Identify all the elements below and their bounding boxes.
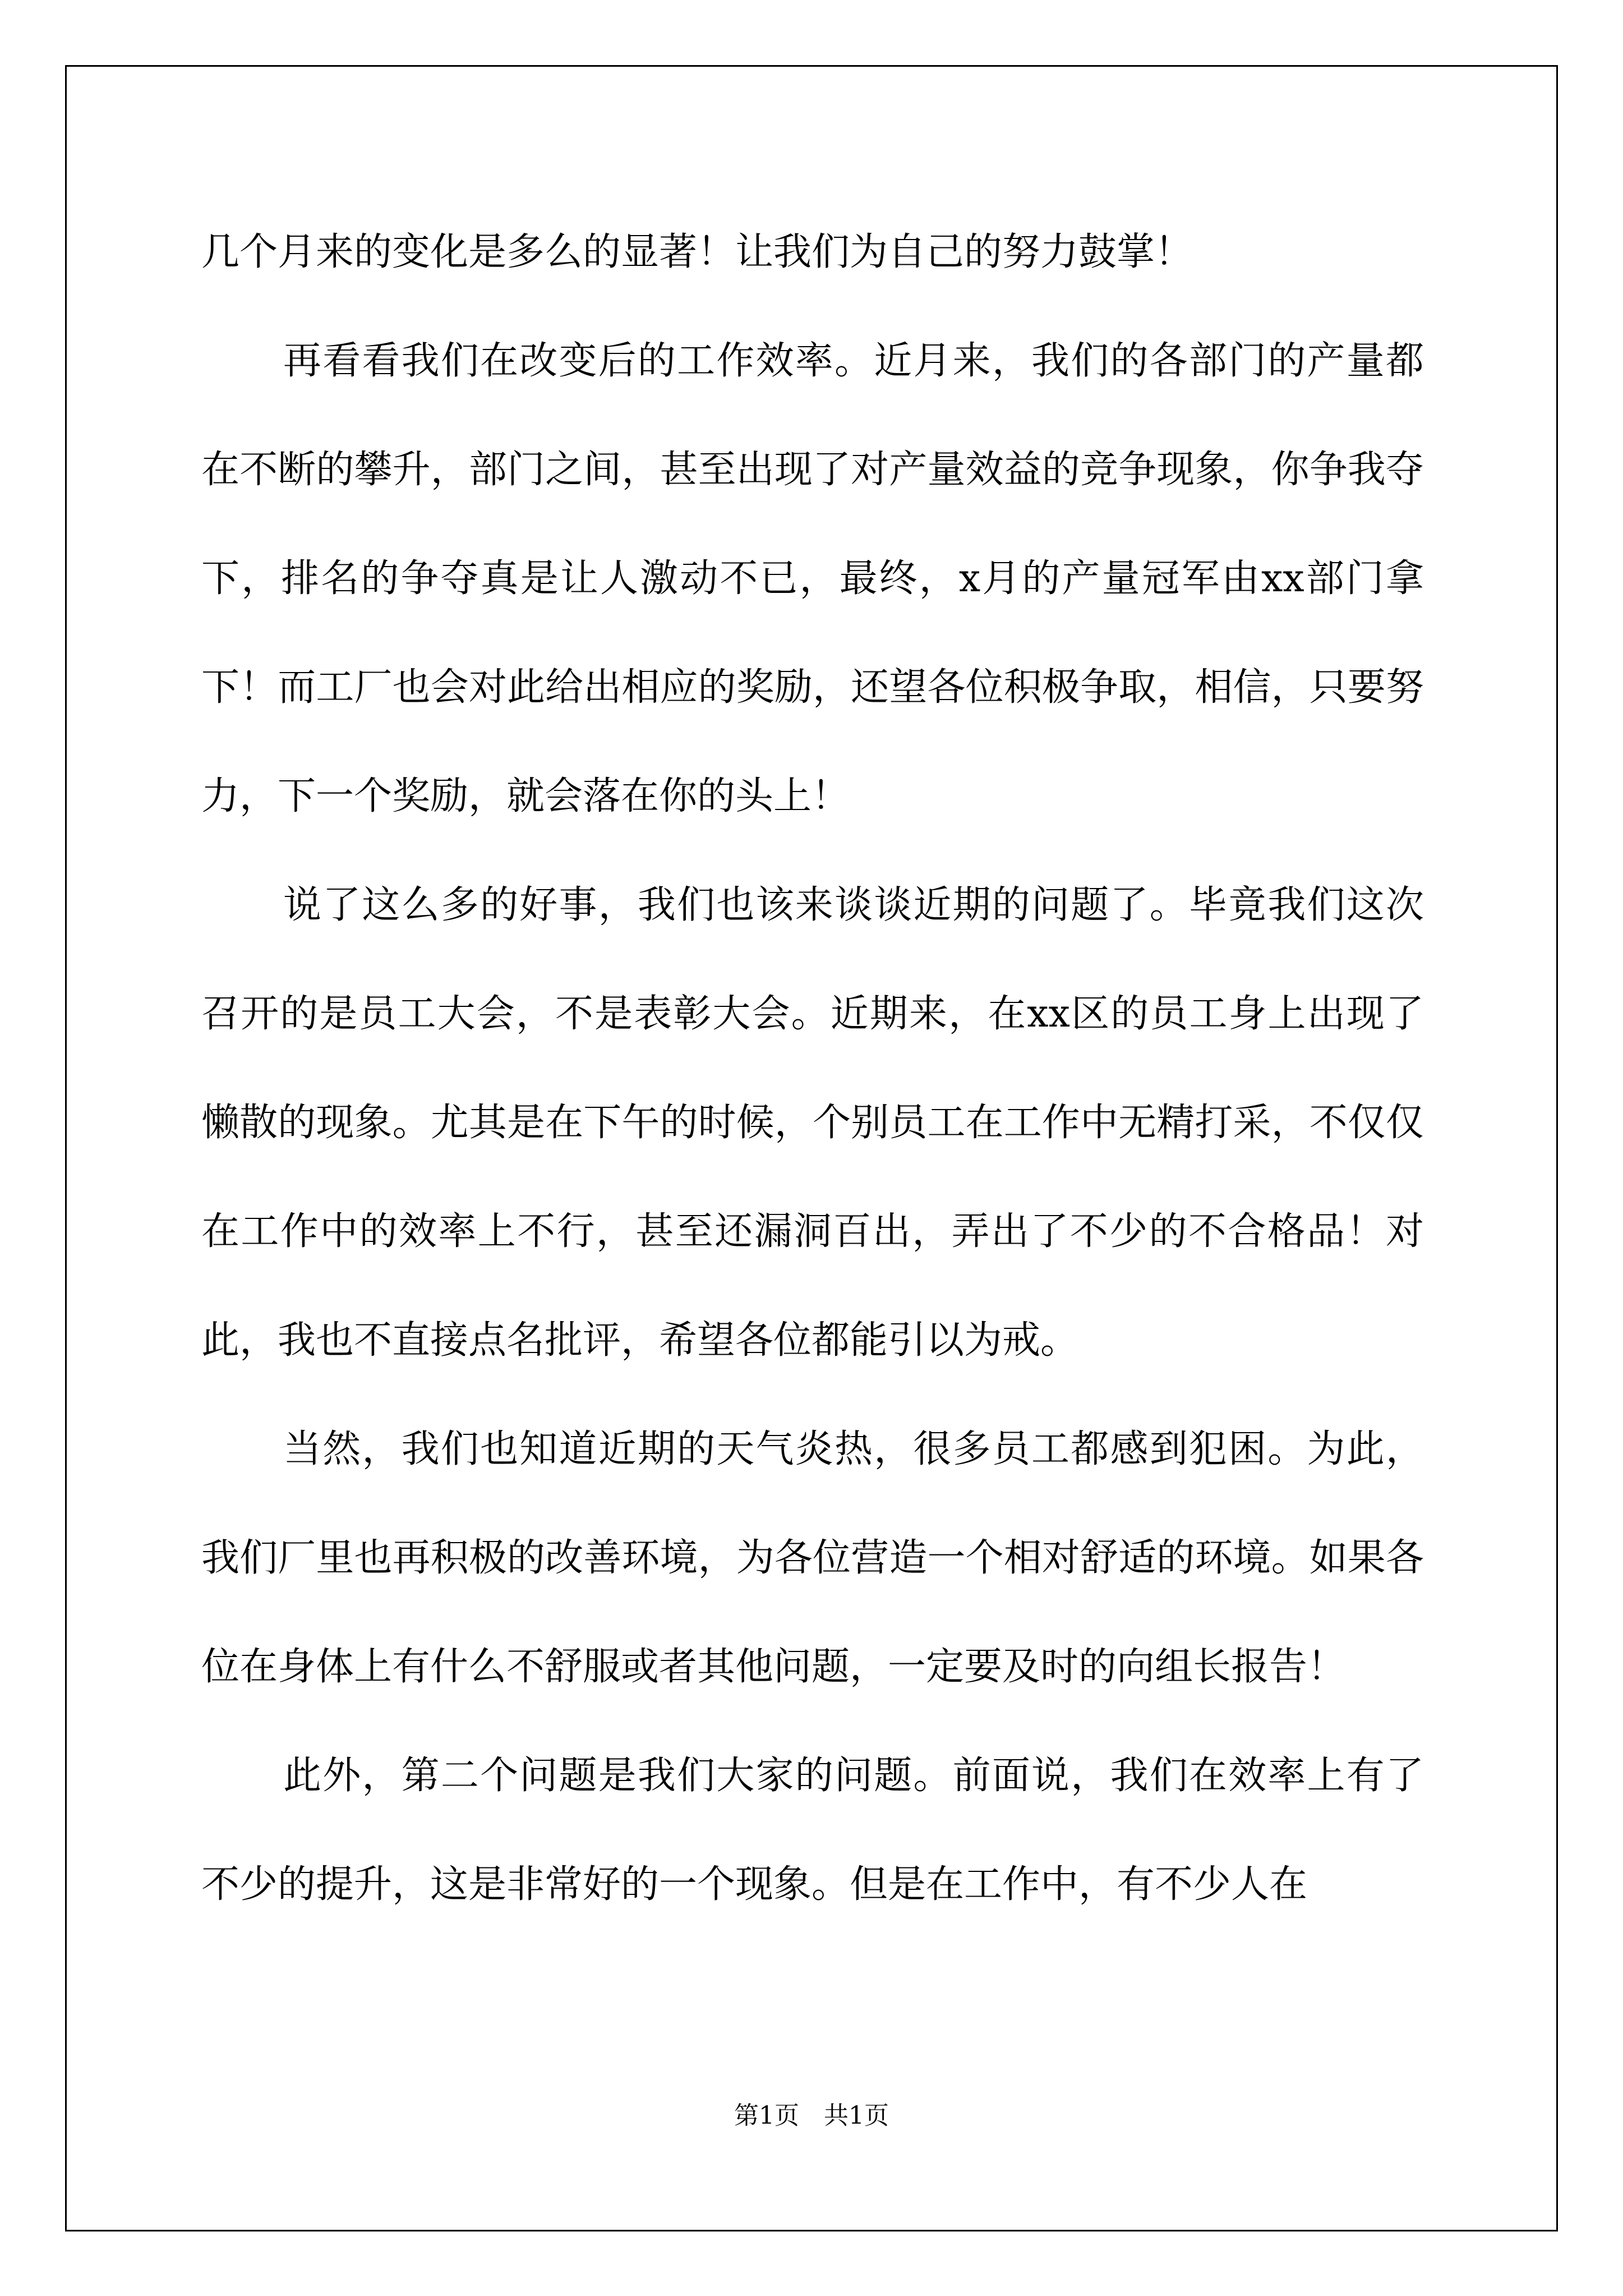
paragraph-4: 当然，我们也知道近期的天气炎热，很多员工都感到犯困。为此，我们厂里也再积极的改善环境，为各位营造一个相对舒适的环境。如果各位在身体上有什么不舒服或者其他问题，一定要及时的向组长报告！ <box>201 1427 1424 1689</box>
document-body <box>201 198 1424 1939</box>
paragraph-2: 再看看我们在改变后的工作效率。近月来，我们的各部门的产量都在不断的攀升，部门之间，甚至出现了对产量效益的竞争现象，你争我夺下，排名的争夺真是让人激动不已，最终，x月的产量冠军由xx部门拿下！而工厂也会对此给出相应的奖励，还望各位积极争取，相信，只要努力，下一个奖励，就会落在你的头上！ <box>201 339 1424 818</box>
paragraph-5: 此外，第二个问题是我们大家的问题。前面说，我们在效率上有了不少的提升，这是非常好的一个现象。但是在工作中，有不少人在 <box>201 1754 1424 1907</box>
page-footer <box>0 2095 1623 2131</box>
paragraph-3: 说了这么多的好事，我们也该来谈谈近期的问题了。毕竟我们这次召开的是员工大会，不是表彰大会。近期来，在xx区的员工身上出现了懒散的现象。尤其是在下午的时候，个别员工在工作中无精打采，不仅仅在工作中的效率上不行，甚至还漏洞百出，弄出了不少的不合格品！对此，我也不直接点名批评，希望各位都能引以为戒。 <box>201 883 1424 1363</box>
page-total: 共1页 <box>824 2101 889 2130</box>
page-number: 第1页 <box>734 2101 799 2130</box>
paragraph-1: 几个月来的变化是多么的显著！让我们为自己的努力鼓掌！ <box>201 230 1193 274</box>
